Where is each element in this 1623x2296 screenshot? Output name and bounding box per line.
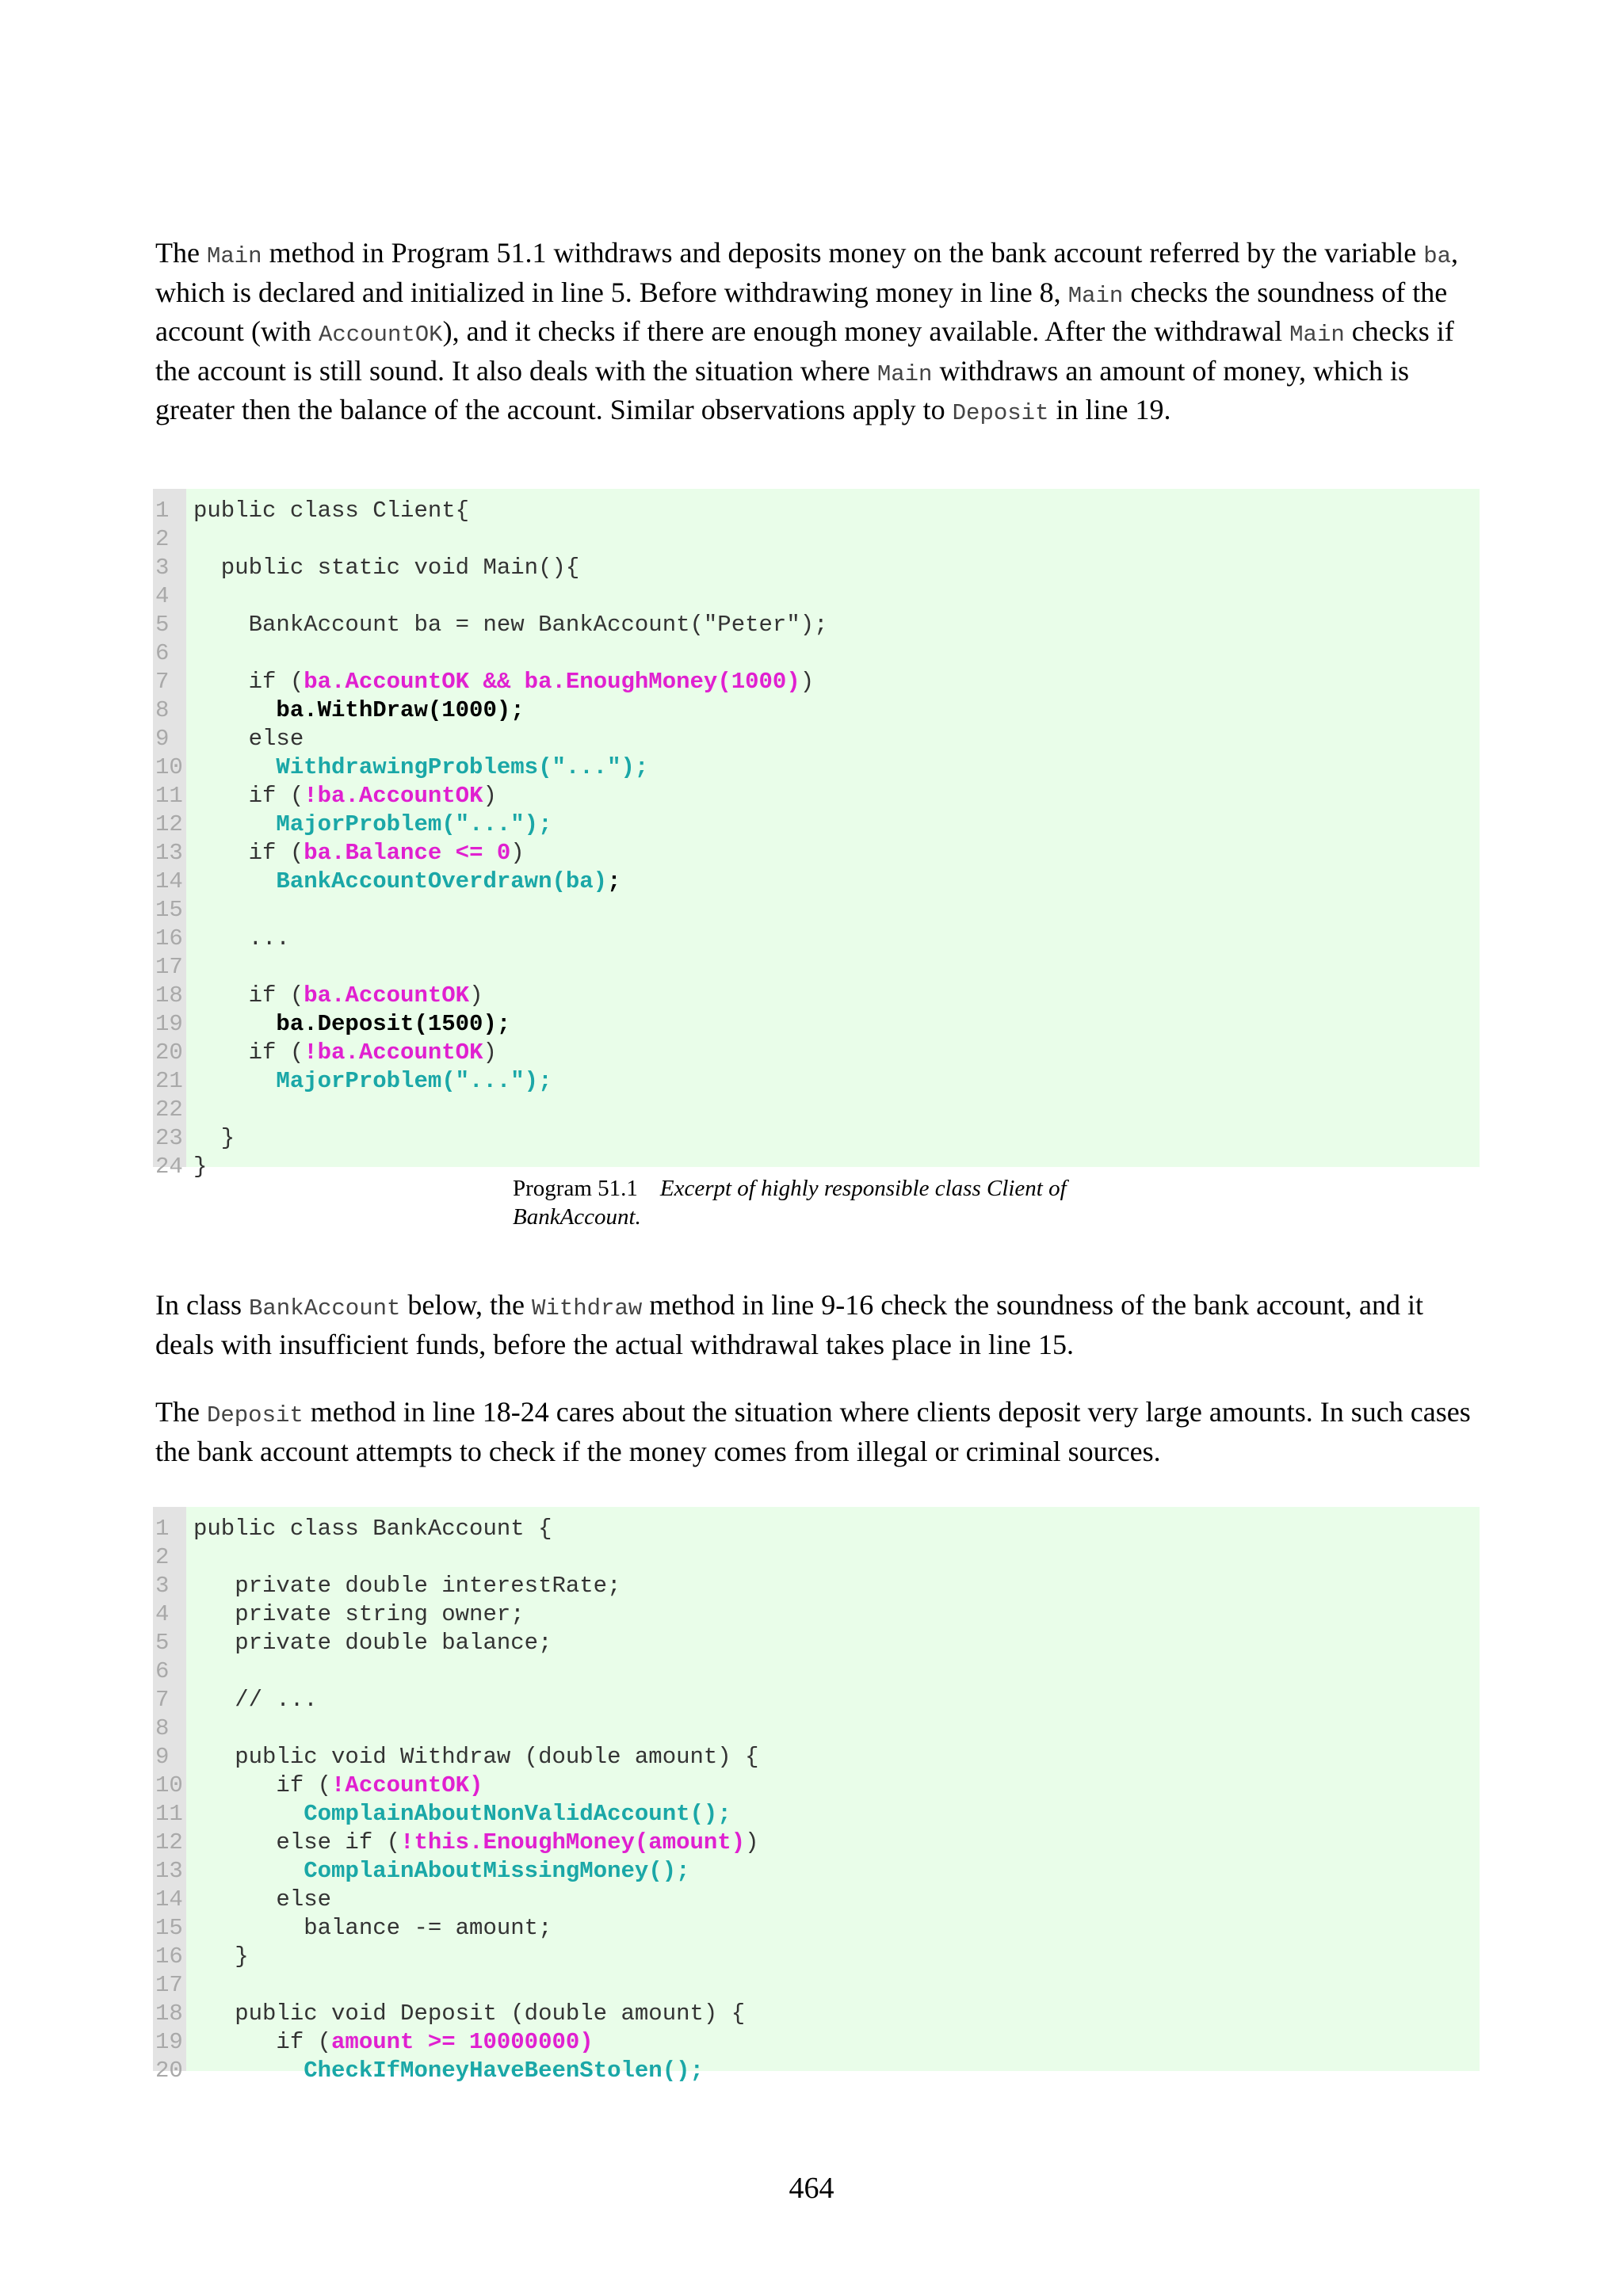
code-line [153, 1800, 1480, 1829]
program-51-1-code-block [153, 489, 1480, 1180]
line-number: 15 [155, 897, 183, 923]
problem-call-token: MajorProblem("..."); [276, 811, 552, 837]
line-number: 18 [155, 982, 183, 1009]
code-text [193, 1153, 207, 1181]
code-line [153, 1515, 1480, 1543]
line-number: 11 [155, 783, 183, 809]
code-token: ) [483, 1039, 497, 1066]
code-line [153, 868, 1480, 896]
text-run: , which is declared and initialized in line 5. Before withdrawing money in line 8, [155, 237, 1458, 308]
code-text [193, 1629, 552, 1657]
code-line [153, 1714, 1480, 1743]
text-run: The [155, 237, 207, 269]
condition-token: ba.Balance <= 0 [304, 840, 511, 866]
code-token: if ( [193, 783, 304, 809]
text-run: ), and it checks if there are enough money available. After the withdrawal [442, 315, 1290, 347]
line-number: 16 [155, 1943, 183, 1970]
line-number: 3 [155, 555, 170, 581]
code-line [153, 1772, 1480, 1800]
paragraph-deposit [155, 1394, 1487, 1469]
line-number: 3 [155, 1573, 170, 1599]
inline-code: Main [206, 243, 262, 269]
code-token [193, 2058, 304, 2084]
code-text [193, 1124, 235, 1153]
text-run: method in line 9-16 check the soundness of the bank account, and it deals with insufficient funds, before the actual withdrawal takes place in line 15. [155, 1289, 1424, 1360]
code-text [193, 1010, 510, 1039]
code-token: BankAccount ba = new BankAccount("Peter"); [193, 612, 828, 638]
code-line [153, 1543, 1480, 1572]
line-number: 9 [155, 1744, 170, 1770]
line-number: 7 [155, 669, 170, 695]
code-text [193, 1800, 731, 1829]
code-token: // ... [193, 1687, 318, 1713]
code-line [153, 810, 1480, 839]
code-token: private double balance; [193, 1630, 552, 1656]
code-text [193, 868, 621, 896]
line-number: 13 [155, 840, 183, 866]
code-text [193, 1857, 690, 1886]
code-line [153, 982, 1480, 1010]
code-line [153, 525, 1480, 554]
code-text [193, 1914, 552, 1943]
action-token: ba.WithDraw(1000); [276, 697, 525, 723]
line-number: 8 [155, 1715, 170, 1741]
code-token: } [193, 1125, 235, 1151]
line-number: 19 [155, 2029, 183, 2055]
code-text [193, 1067, 552, 1096]
inline-code: Withdraw [532, 1295, 643, 1322]
line-number: 24 [155, 1154, 183, 1180]
code-token: else [193, 726, 304, 752]
line-number: 21 [155, 1068, 183, 1094]
condition-token: !this.EnoughMoney(amount) [400, 1829, 746, 1855]
code-line [153, 925, 1480, 953]
code-token: public void Deposit (double amount) { [193, 2000, 746, 2027]
condition-token: !ba.AccountOK [304, 783, 483, 809]
code-token: public static void Main(){ [193, 555, 580, 581]
code-line [153, 1657, 1480, 1686]
condition-token: ba.AccountOK && ba.EnoughMoney(1000) [304, 669, 800, 695]
code-token: ) [469, 982, 483, 1009]
code-line [153, 725, 1480, 753]
line-number: 2 [155, 526, 170, 552]
line-number: 12 [155, 1829, 183, 1855]
code-token [193, 811, 276, 837]
line-number: 1 [155, 1516, 170, 1542]
code-line [153, 1857, 1480, 1886]
code-line [153, 639, 1480, 668]
code-line [153, 753, 1480, 782]
text-run: in line 19. [1048, 394, 1171, 425]
code-line [153, 2000, 1480, 2028]
problem-call-token: ComplainAboutMissingMoney(); [304, 1858, 690, 1884]
code-line [153, 611, 1480, 639]
code-token: ) [483, 783, 497, 809]
code-text [193, 810, 552, 839]
code-line [153, 1829, 1480, 1857]
text-run: method in line 18-24 cares about the situation where clients deposit very large amounts. In such cases the bank account attempts to check if the money comes from illegal or criminal sources. [155, 1396, 1471, 1467]
inline-code: ba [1423, 243, 1451, 269]
code-text [193, 925, 290, 953]
line-number: 14 [155, 868, 183, 894]
code-line [153, 497, 1480, 525]
problem-call-token: WithdrawingProblems("..."); [276, 754, 649, 780]
code-line [153, 1096, 1480, 1124]
code-token: private double interestRate; [193, 1573, 621, 1599]
code-token: if ( [193, 982, 304, 1009]
caption-label: Program 51.1 [513, 1176, 638, 1201]
caption-text: Excerpt of highly responsible class Client of BankAccount. [513, 1176, 1067, 1230]
line-number: 22 [155, 1097, 183, 1123]
line-number: 6 [155, 640, 170, 666]
line-number: 4 [155, 583, 170, 609]
code-line [153, 1010, 1480, 1039]
code-token [193, 697, 276, 723]
code-text [193, 839, 525, 868]
action-token: ; [607, 868, 621, 894]
code-token: private string owner; [193, 1601, 525, 1627]
code-token [193, 1068, 276, 1094]
inline-code: BankAccount [248, 1295, 401, 1322]
line-number: 11 [155, 1801, 183, 1827]
code-text [193, 753, 648, 782]
line-number: 1 [155, 498, 170, 524]
condition-token: ba.AccountOK [304, 982, 470, 1009]
code-token [193, 868, 276, 894]
line-number: 10 [155, 754, 183, 780]
code-text [193, 668, 814, 696]
line-number: 8 [155, 697, 170, 723]
text-run: method in Program 51.1 withdraws and deposits money on the bank account referred by the variable [262, 237, 1424, 269]
code-text [193, 1829, 759, 1857]
text-run: withdraws an amount of money, which is greater then the balance of the account. Similar observations apply to [155, 354, 1410, 425]
code-token: if ( [193, 1039, 304, 1066]
action-token: ba.Deposit(1500); [276, 1011, 511, 1037]
inline-code: Main [876, 360, 933, 387]
inline-code: Main [1289, 322, 1345, 348]
code-line [153, 896, 1480, 925]
code-token: else [193, 1886, 332, 1913]
code-line [153, 953, 1480, 982]
inline-code: AccountOK [318, 322, 443, 348]
code-line [153, 782, 1480, 810]
paragraph-withdraw [155, 1287, 1487, 1362]
code-token: public void Withdraw (double amount) { [193, 1744, 759, 1770]
line-number: 5 [155, 612, 170, 638]
line-number: 15 [155, 1915, 183, 1941]
code-token [193, 1801, 304, 1827]
problem-call-token: ComplainAboutNonValidAccount(); [304, 1801, 731, 1827]
code-token [193, 754, 276, 780]
code-text [193, 1572, 621, 1600]
code-text [193, 1772, 483, 1800]
code-line [153, 554, 1480, 582]
problem-call-token: CheckIfMoneyHaveBeenStolen(); [304, 2058, 704, 2084]
line-number: 20 [155, 2058, 183, 2084]
paragraph-intro [155, 235, 1487, 432]
code-line [153, 696, 1480, 725]
code-token: if ( [193, 669, 304, 695]
code-line [153, 1971, 1480, 2000]
problem-call-token: MajorProblem("..."); [276, 1068, 552, 1094]
code-token: ) [800, 669, 815, 695]
line-number: 5 [155, 1630, 170, 1656]
code-text [193, 782, 497, 810]
code-line [153, 1743, 1480, 1772]
code-text [193, 1743, 759, 1772]
page-number: 464 [789, 2172, 834, 2205]
code-text [193, 2057, 704, 2085]
code-token: balance -= amount; [193, 1915, 552, 1941]
line-number: 13 [155, 1858, 183, 1884]
code-text [193, 611, 828, 639]
text-run: checks if the account is still sound. It also deals with the situation where [155, 315, 1454, 387]
condition-token: !AccountOK) [331, 1772, 483, 1798]
code-text [193, 2028, 594, 2057]
problem-call-token: BankAccountOverdrawn(ba) [276, 868, 608, 894]
code-text [193, 1600, 525, 1629]
condition-token: !ba.AccountOK [304, 1039, 483, 1066]
code-line [153, 2028, 1480, 2057]
code-line [153, 1572, 1480, 1600]
line-number: 7 [155, 1687, 170, 1713]
code-text [193, 2000, 745, 2028]
line-number: 2 [155, 1544, 170, 1570]
code-text [193, 982, 483, 1010]
bankaccount-code-block [153, 1507, 1480, 2084]
code-text [193, 497, 469, 525]
line-number: 4 [155, 1601, 170, 1627]
code-token: if ( [193, 1772, 332, 1798]
code-line [153, 2057, 1480, 2085]
code-line [153, 1686, 1480, 1714]
code-line [153, 839, 1480, 868]
code-line [153, 668, 1480, 696]
code-text [193, 1686, 318, 1714]
code-text [193, 1039, 497, 1067]
code-text [193, 696, 525, 725]
code-token: ) [510, 840, 525, 866]
line-number: 17 [155, 954, 183, 980]
line-number: 19 [155, 1011, 183, 1037]
line-number: 16 [155, 925, 183, 952]
code-text [193, 1886, 331, 1914]
line-number: 20 [155, 1039, 183, 1066]
code-token: if ( [193, 2029, 332, 2055]
code-token: else if ( [193, 1829, 401, 1855]
line-number: 18 [155, 2000, 183, 2027]
line-number: 6 [155, 1658, 170, 1684]
code-line [153, 582, 1480, 611]
code-text [193, 554, 579, 582]
code-token: ... [193, 925, 290, 952]
line-number: 9 [155, 726, 170, 752]
code-line [153, 1914, 1480, 1943]
condition-token: amount >= 10000000) [331, 2029, 594, 2055]
code-token: if ( [193, 840, 304, 866]
code-text [193, 725, 304, 753]
line-number: 10 [155, 1772, 183, 1798]
code-token: public class Client{ [193, 498, 470, 524]
text-run: below, the [400, 1289, 533, 1321]
code-line [153, 1600, 1480, 1629]
text-run: The [155, 1396, 207, 1428]
code-text [193, 1515, 552, 1543]
code-token [193, 1011, 276, 1037]
program-caption [513, 1174, 1163, 1231]
code-line [153, 1886, 1480, 1914]
inline-code: Deposit [952, 400, 1049, 426]
line-number: 23 [155, 1125, 183, 1151]
code-line [153, 1067, 1480, 1096]
line-number: 12 [155, 811, 183, 837]
code-line [153, 1124, 1480, 1153]
code-line [153, 1943, 1480, 1971]
text-run: In class [155, 1289, 249, 1321]
code-text [193, 1943, 249, 1971]
code-token: public class BankAccount { [193, 1516, 552, 1542]
code-line [153, 1039, 1480, 1067]
line-number: 14 [155, 1886, 183, 1913]
code-token: } [193, 1154, 208, 1180]
code-token: ) [745, 1829, 759, 1855]
inline-code: Main [1067, 282, 1124, 309]
line-number: 17 [155, 1972, 183, 1998]
inline-code: Deposit [206, 1402, 304, 1428]
code-line [153, 1629, 1480, 1657]
code-token: } [193, 1943, 249, 1970]
text-run: checks the soundness of the account (with [155, 276, 1448, 347]
code-token [193, 1858, 304, 1884]
